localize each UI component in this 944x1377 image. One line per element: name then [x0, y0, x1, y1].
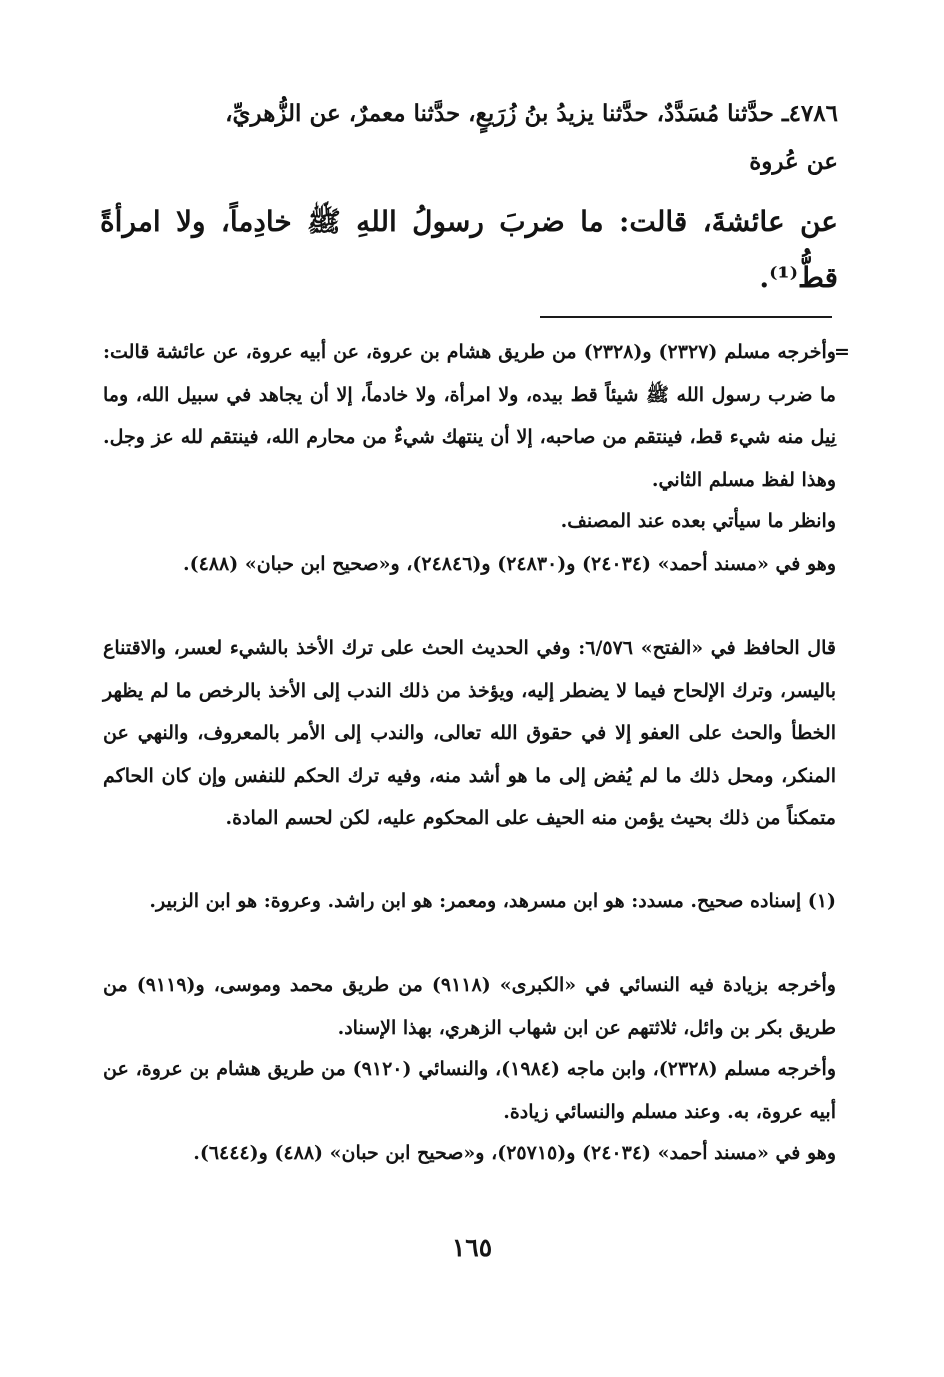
footnote-separator: [540, 316, 832, 318]
hadith-matn: عن عائشةَ، قالت: ما ضربَ رسولُ اللهِ ﷺ خادِماً، ولا امرأةً قطُّ⁽¹⁾.: [100, 205, 838, 294]
footnote-paragraph-6: وأخرجه بزيادة فيه النسائي في «الكبرى» (٩١١٨) من طريق محمد وموسى، و(٩١١٩) من طريق بكر بن وائل، ثلاثتهم عن ابن شهاب الزهري، بهذا الإسناد.: [103, 974, 836, 1039]
footnote-paragraph-8: وهو في «مسند أحمد» (٢٤٠٣٤) و(٢٥٧١٥)، و«صحيح ابن حبان» (٤٨٨) و(٦٤٤٤).: [193, 1142, 836, 1164]
footnote-paragraph-5: (١) إسناده صحيح. مسدد: هو ابن مسرهد، ومعمر: هو ابن راشد. وعروة: هو ابن الزبير.: [149, 890, 836, 912]
footnote-paragraph-7: وأخرجه مسلم (٢٣٢٨)، وابن ماجه (١٩٨٤)، والنسائي (٩١٢٠) من طريق هشام بن عروة، عن أبيه عروة، به. وعند مسلم والنسائي زيادة.: [103, 1058, 837, 1123]
footnote-paragraph-3: وهو في «مسند أحمد» (٢٤٠٣٤) و(٢٤٨٣٠) و(٢٤٨٤٦)، و«صحيح ابن حبان» (٤٨٨).: [183, 553, 836, 575]
footnote-paragraph-1: وأخرجه مسلم (٢٣٢٧) و(٢٣٢٨) من طريق هشام بن عروة، عن أبيه عروة، عن عائشة قالت: ما ضرب رسول الله ﷺ شيئاً قط بيده، ولا امرأة، ولا خادماً، إلا أن يجاهد في سبيل الله، وما نِيل منه شيء قط، فينتقم من صاحبه، إلا أن ينتهك شيءٌ من محارم الله، فينتقم لله عز وجل. وهذا لفظ مسلم الثاني.: [103, 341, 836, 491]
hadith-isnad-line2: عن عُروة: [749, 148, 838, 175]
footnote-paragraph-4: قال الحافظ في «الفتح» ٦/٥٧٦: وفي الحديث الحث على ترك الأخذ بالشيء لعسر، والاقتناع باليسر، وترك الإلحاح فيما لا يضطر إليه، ويؤخذ من ذلك الندب إلى الأخذ بالرخص ما لم يظهر الخطأ والحث على العفو إلا في حقوق الله تعالى، والندب إلى الأمر بالمعروف، والنهي عن المنكر، ومحل ذلك ما لم يُفض إلى ما هو أشد منه، وفيه ترك الحكم للنفس وإن كان الحاكم متمكناً من ذلك بحيث يؤمن منه الحيف على المحكوم عليه، لكن لحسم المادة.: [103, 637, 836, 829]
hadith-isnad-line1: ٤٧٨٦ـ حدَّثنا مُسَدَّدٌ، حدَّثنا يزيدُ بنُ زُرَيعٍ، حدَّثنا معمرٌ، عن الزُّهريِّ،: [225, 100, 838, 127]
continuation-marker: =: [834, 341, 850, 363]
page-number: ١٦٥: [451, 1233, 493, 1262]
footnote-paragraph-2: وانظر ما سيأتي بعده عند المصنف.: [560, 510, 836, 532]
